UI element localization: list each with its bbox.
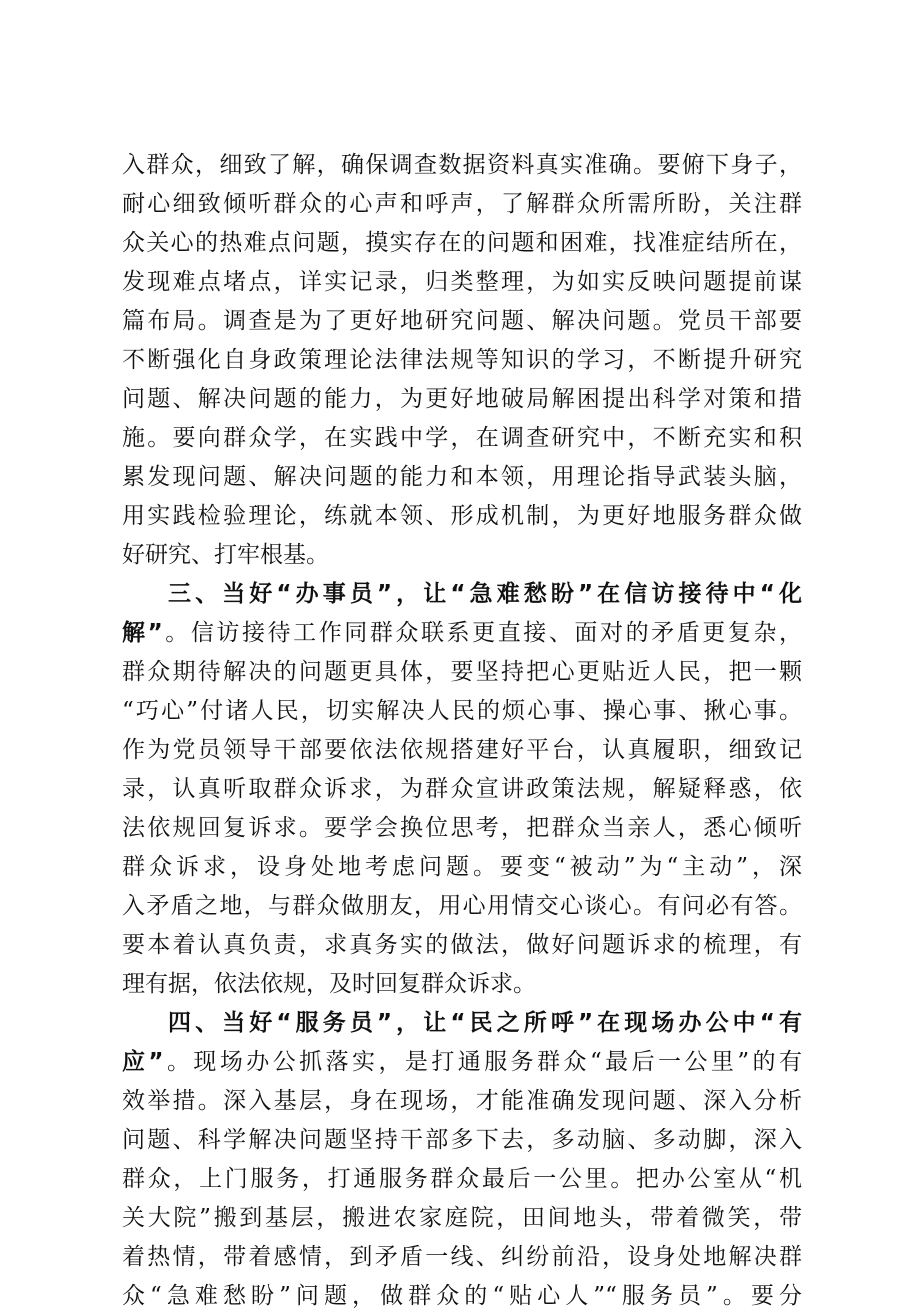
body-text-line: 众关心的热难点问题，摸实存在的问题和困难，找准症结所在， <box>122 230 802 256</box>
body-text-line: 累发现问题、解决问题的能力和本领，用理论指导武装头脑， <box>122 464 802 490</box>
body-text-line: 效举措。深入基层，身在现场，才能准确发现问题、深入分析 <box>122 1088 802 1114</box>
body-text-line <box>122 616 802 650</box>
body-text-line: 入群众，细致了解，确保调查数据资料真实准确。要俯下身子， <box>122 152 802 178</box>
body-text-line: 发现难点堵点，详实记录，归类整理，为如实反映问题提前谋 <box>122 269 802 295</box>
section-heading-4-end: 应” <box>122 1049 164 1075</box>
body-text-line: 要本着认真负责，求真务实的做法，做好问题诉求的梳理，有 <box>122 932 802 958</box>
body-text-line: 施。要向群众学，在实践中学，在调查研究中，不断充实和积 <box>122 425 802 451</box>
section-heading-3-end: 解” <box>122 620 163 646</box>
section-heading-4: 四、当好“服务员”，让“民之所呼”在现场办公中“有 <box>168 1010 802 1036</box>
body-text-line: 录，认真听取群众诉求，为群众宣讲政策法规，解疑释惑，依 <box>122 776 802 802</box>
body-text-line: 作为党员领导干部要依法依规搭建好平台，认真履职，细致记 <box>122 737 802 763</box>
body-text-line: 关大院”搬到基层，搬进农家庭院，田间地头，带着微笑，带 <box>122 1205 802 1231</box>
body-text-line: 理有据，依法依规，及时回复群众诉求。 <box>122 971 536 997</box>
body-text-line: 好研究、打牢根基。 <box>122 542 329 568</box>
body-text-fragment: 。现场办公抓落实，是打通服务群众“最后一公里”的有 <box>163 1049 802 1075</box>
body-text-line: 用实践检验理论，练就本领、形成机制，为更好地服务群众做 <box>122 503 802 529</box>
body-text-line: 耐心细致倾听群众的心声和呼声，了解群众所需所盼，关注群 <box>122 191 802 217</box>
body-text-line: 入矛盾之地，与群众做朋友，用心用情交心谈心。有问必有答。 <box>122 893 802 919</box>
body-text-line: 群众期待解决的问题更具体，要坚持把心更贴近人民，把一颗 <box>122 659 802 685</box>
body-text-line: 法依规回复诉求。要学会换位思考，把群众当亲人，悉心倾听 <box>122 815 802 841</box>
body-text-line: “巧心”付诸人民，切实解决人民的烦心事、操心事、揪心事。 <box>122 698 802 724</box>
body-text-line: 群众，上门服务，打通服务群众最后一公里。把办公室从“机 <box>122 1166 802 1192</box>
body-text-line: 问题、解决问题的能力，为更好地破局解困提出科学对策和措 <box>122 386 802 412</box>
body-text-line <box>122 1045 802 1079</box>
body-text-line: 问题、科学解决问题坚持干部多下去，多动脑、多动脚，深入 <box>122 1127 802 1153</box>
body-text-line: 不断强化自身政策理论法律法规等知识的学习，不断提升研究 <box>122 347 802 373</box>
body-text-line: 着热情，带着感情，到矛盾一线、纠纷前沿，设身处地解决群 <box>122 1244 802 1270</box>
body-text-fragment: 。信访接待工作同群众联系更直接、面对的矛盾更复杂， <box>162 620 803 646</box>
body-text-line: 众“急难愁盼”问题，做群众的“贴心人”“服务员”。要分 <box>122 1283 802 1309</box>
section-heading-3: 三、当好“办事员”，让“急难愁盼”在信访接待中“化 <box>168 581 802 607</box>
body-text-line: 群众诉求，设身处地考虑问题。要变“被动”为“主动”，深 <box>122 854 802 880</box>
body-text-line: 篇布局。调查是为了更好地研究问题、解决问题。党员干部要 <box>122 308 802 334</box>
